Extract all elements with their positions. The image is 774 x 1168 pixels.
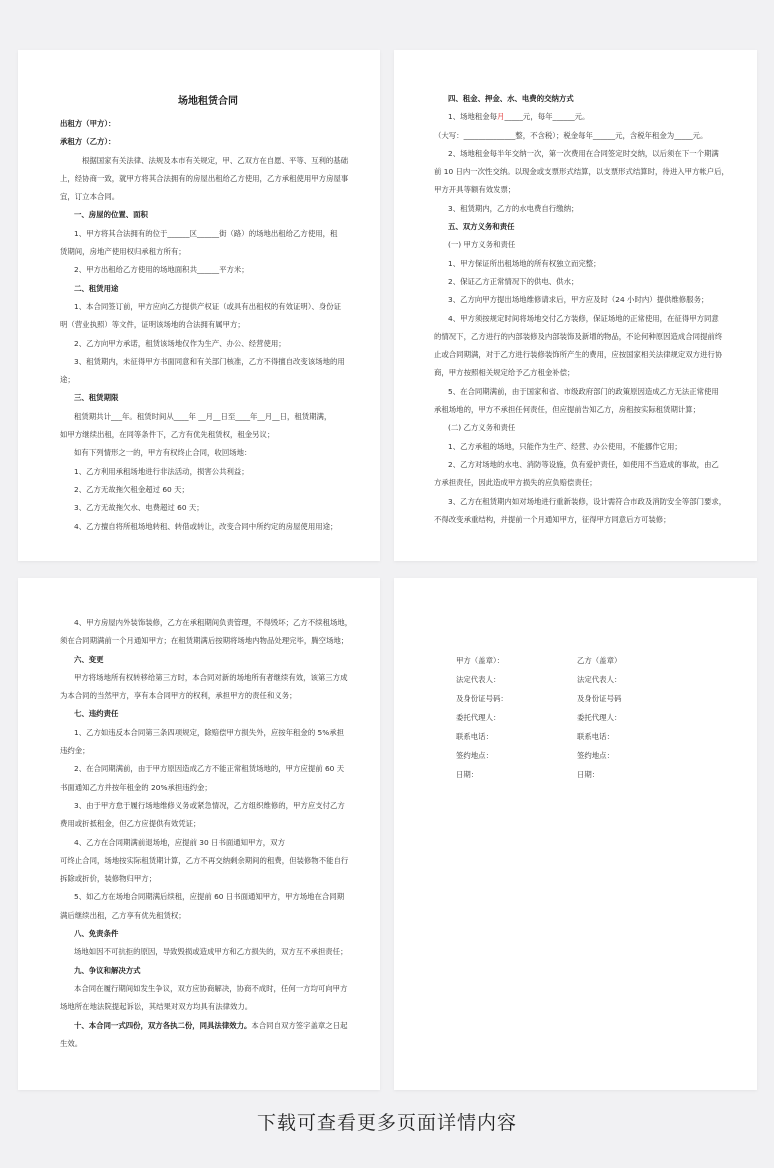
text-line: 不得改变承重结构，并提前一个月通知甲方，征得甲方同意后方可装修； <box>434 514 671 524</box>
text-line: 一、房屋的位置、面积 <box>74 210 148 220</box>
text-line: 商，甲方按照相关规定给予乙方租金补偿； <box>434 368 575 378</box>
text-line: 1、甲方将其合法拥有的位于______区______街（路）的场地出租给乙方使用，租 <box>74 228 338 238</box>
party-b-field: 及身份证号码 <box>577 694 622 703</box>
text-line: 费用或折抵租金，但乙方应提供有效凭证； <box>60 819 201 829</box>
text-line: 满后继续出租，乙方享有优先租赁权； <box>60 910 186 920</box>
signature-row <box>456 694 733 704</box>
text-line: 4、乙方擅自将所租场地转租、转借或转让，改变合同中所约定的房屋使用用途； <box>74 521 338 531</box>
text-line: 甲方将场地所有权转移给第三方时，本合同对新的场地所有者继续有效，该第三方成 <box>74 672 348 682</box>
party-b-field: 乙方（盖章） <box>577 656 622 665</box>
text-line: 五、双方义务和责任 <box>448 222 515 232</box>
text-line: （大写：______________整，不含税）；税金每年______元，含税年租金为_____元。 <box>434 130 708 140</box>
text-line: 场地所在地法院提起诉讼，其结果对双方均具有法律效力。 <box>60 1002 253 1012</box>
text-line: 可终止合同，场地按实际租赁期计算，乙方不再交纳剩余期间的租费，但装修物不能自行 <box>60 855 349 865</box>
text-line: 二、租赁用途 <box>74 283 119 293</box>
contract-page-4 <box>394 578 757 1090</box>
text-line: 前 10 日内一次性交纳。以现金或支票形式结算，以支票形式结算时，待进入甲方帐户后， <box>434 167 729 177</box>
text-line: 书面通知乙方并按年租金的 20%承担违约金； <box>60 782 212 792</box>
text-line: 如甲方继续出租，在同等条件下，乙方有优先租赁权，租金另议； <box>60 430 275 440</box>
text-line: 2、场地租金每半年交纳一次，第一次费用在合同签定时交纳，以后须在下一个期满 <box>448 148 719 158</box>
page-3-body <box>60 618 356 1012</box>
text-line: 3、租赁期内，乙方的水电费自行缴纳； <box>448 203 579 213</box>
page-1-body <box>60 119 356 532</box>
text-line: 如有下列情形之一的，甲方有权终止合同，收回场地： <box>74 448 252 458</box>
text-line: 承租方（乙方）： <box>60 137 116 147</box>
rent-line <box>434 112 733 122</box>
closing-line <box>60 1021 356 1031</box>
text-line: 本合同在履行期间如发生争议，双方应协商解决，协商不成时，任何一方均可向甲方 <box>74 983 348 993</box>
party-a-field: 委托代理人： <box>456 713 501 722</box>
text-line: (一) 甲方义务和责任 <box>448 240 516 250</box>
text-line: 4、甲方房屋内外装饰装修，乙方在承租期间负责管理，不得毁坏；乙方不续租场地， <box>74 618 353 627</box>
text-line: 九、争议和解决方式 <box>74 965 141 975</box>
text-line: 2、乙方对场地的水电、消防等设施，负有爱护责任，如使用不当造成的事故，由乙 <box>448 459 719 469</box>
section-heading: 四、租金、押金、水、电费的交纳方式 <box>448 94 574 103</box>
text-line: 2、保证乙方正常情况下的供电、供水； <box>448 276 579 286</box>
text-line: 违约金； <box>60 746 90 756</box>
party-a-field: 法定代表人： <box>456 675 501 684</box>
rent-line-pre: 1、场地租金每 <box>448 112 498 122</box>
text-line: 出租方（甲方）： <box>60 119 116 128</box>
text-line: 3、乙方向甲方提出场地维修请求后，甲方应及时（24 小时内）提供维修服务； <box>448 295 709 305</box>
text-line: 根据国家有关法律、法规及本市有关规定，甲、乙双方在自愿、平等、互利的基础 <box>82 155 349 165</box>
contract-title: 场地租赁合同 <box>178 96 238 107</box>
party-a-field: 及身份证号码： <box>456 694 508 703</box>
text-line: 三、租赁期限 <box>74 393 119 403</box>
text-line: 3、租赁期内，未征得甲方书面同意和有关部门核准，乙方不得擅自改变该场地的用 <box>74 356 345 366</box>
contract-page-1 <box>18 50 380 561</box>
signature-row <box>456 713 733 723</box>
text-line: 上，经协商一致，就甲方将其合法拥有的房屋出租给乙方使用，乙方承租使用甲方房屋事 <box>60 173 349 183</box>
closing-rest: 本合同自双方签字盖章之日起 <box>251 1020 348 1030</box>
text-line: 赁期间，房地产使用权归承租方所有； <box>60 247 186 257</box>
text-line: 拆除或折价，装修物归甲方； <box>60 874 157 884</box>
text-line: 甲方开具等额有效发票； <box>434 185 516 195</box>
rent-line-post: _____元，每年______元。 <box>504 112 590 122</box>
text-line: 5、在合同期满前，由于国家和省、市级政府部门的政策原因造成乙方无法正常使用 <box>448 386 719 396</box>
text-line: 1、乙方如违反本合同第三条四项规定，除赔偿甲方损失外，应按年租金的 5%承担 <box>74 727 345 737</box>
party-a-field: 日期： <box>456 770 479 779</box>
text-line: 明（营业执照）等文件，证明该场地的合法拥有属甲方； <box>60 320 245 330</box>
text-line: 1、本合同签订前，甲方应向乙方提供产权证（或具有出租权的有效证明）、身份证 <box>74 301 342 311</box>
text-line: 承租场地的，甲方不承担任何责任，但应提前告知乙方，房租按实际租赁期计算； <box>434 405 701 415</box>
signature-block <box>456 656 733 780</box>
signature-row <box>456 732 733 742</box>
party-b-field: 委托代理人： <box>577 713 622 722</box>
party-b-field: 签约地点： <box>577 751 614 760</box>
text-line: 为本合同的当然甲方，享有本合同甲方的权利，承担甲方的责任和义务； <box>60 691 297 701</box>
text-line: 场地如因不可抗拒的原因，导致毁损或造成甲方和乙方损失的，双方互不承担责任； <box>74 947 348 957</box>
text-line: 2、乙方向甲方承诺，租赁该场地仅作为生产、办公、经营使用； <box>74 338 286 348</box>
rent-line-highlight: 月 <box>497 112 505 122</box>
download-more-prompt[interactable]: 下载可查看更多页面详情内容 <box>256 1112 517 1134</box>
party-b-field: 日期： <box>577 770 600 779</box>
text-line: 2、在合同期满前，由于甲方原因造成乙方不能正常租赁场地的，甲方应提前 60 天 <box>74 764 345 774</box>
text-line: 七、违约责任 <box>74 709 119 719</box>
text-line: 5、如乙方在场地合同期满后续租，应提前 60 日书面通知甲方，甲方场地在合同期 <box>74 892 345 902</box>
text-line: 宜，订立本合同。 <box>60 192 120 202</box>
text-line: 4、甲方须按规定时间将场地交付乙方装修，保证场地的正常使用，在征得甲方同意 <box>448 313 719 323</box>
text-line: 1、乙方利用承租场地进行非法活动，损害公共利益； <box>74 466 249 476</box>
closing-end: 生效。 <box>60 1038 83 1048</box>
text-line: 2、甲方出租给乙方使用的场地面积共______平方米； <box>74 265 249 275</box>
text-line: 六、变更 <box>74 654 104 664</box>
party-b-field: 法定代表人： <box>577 675 622 684</box>
text-line: 4、乙方在合同期满前退场地，应提前 30 日书面通知甲方，双方 <box>74 837 285 847</box>
page-2-body <box>434 131 733 525</box>
closing-bold: 十、本合同一式四份，双方各执二份，同具法律效力。 <box>74 1020 252 1030</box>
party-b-field: 联系电话： <box>577 732 614 741</box>
text-line: 止或合同期满，对于乙方进行装修装饰所产生的费用，应按国家相关法律规定双方进行协 <box>434 350 723 360</box>
party-a-field: 甲方（盖章）： <box>456 656 505 665</box>
text-line: 的情况下，乙方进行的内部装修及内部装饰及新增的物品，不论何种原因造成合同提前终 <box>434 331 723 341</box>
text-line: 1、甲方保证所出租场地的所有权独立而完整； <box>448 258 601 268</box>
text-line: 八、免责条件 <box>74 929 119 939</box>
text-line: 须在合同期满前一个月通知甲方；在租赁期满后按期将场地内物品处理完毕，腾空场地； <box>60 636 349 646</box>
text-line: 3、乙方在租赁期内如对场地进行重新装修，设计需符合市政及消防安全等部门要求， <box>448 496 727 506</box>
contract-page-2 <box>394 50 757 561</box>
party-a-field: 签约地点： <box>456 751 493 760</box>
signature-row <box>456 770 733 780</box>
text-line: 方承担责任，因此造成甲方损失的应负赔偿责任； <box>434 478 597 488</box>
party-a-field: 联系电话： <box>456 732 493 741</box>
text-line: 3、由于甲方怠于履行场地维修义务或紧急情况，乙方组织维修的，甲方应支付乙方 <box>74 800 345 810</box>
signature-row <box>456 675 733 685</box>
signature-row <box>456 751 733 761</box>
text-line: 途； <box>60 375 75 385</box>
text-line: (二) 乙方义务和责任 <box>448 423 516 433</box>
text-line: 3、乙方无故拖欠水、电费超过 60 天； <box>74 503 204 513</box>
text-line: 2、乙方无故拖欠租金超过 60 天； <box>74 484 189 494</box>
text-line: 租赁期共计___年。租赁时间从____年 __月__日至____年__月__日，租赁期满， <box>74 411 332 421</box>
contract-page-3 <box>18 578 380 1090</box>
text-line: 1、乙方承租的场地，只能作为生产、经营、办公使用，不能挪作它用； <box>448 441 682 451</box>
signature-row <box>456 656 733 666</box>
